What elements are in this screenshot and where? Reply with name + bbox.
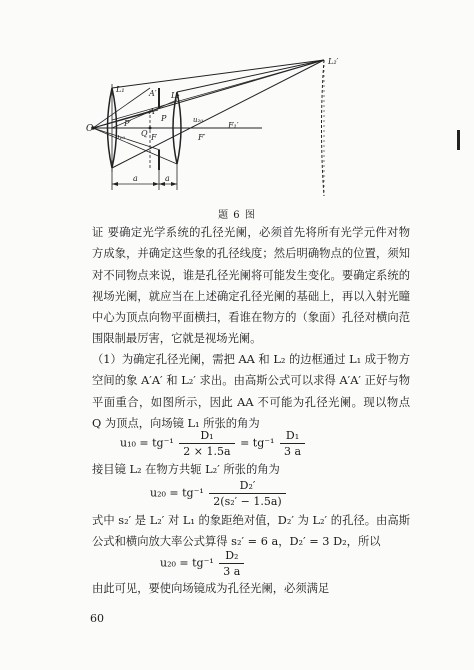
paragraph-conclusion: 由此可见，要使向场镜成为孔径光阑，必须满足 [92,582,330,595]
label-L2p: L₂′ [328,57,339,66]
label-O: O [86,124,94,134]
equation-u20-result: u₂₀ = tg⁻¹ $\frac{\text{D₂}}{3 a}$ [160,548,246,579]
figure-caption: 题 6 图 [218,210,256,221]
ray-5 [112,60,324,120]
label-a2: a [165,174,170,183]
label-Fp: F′ [198,133,206,142]
equation-u20: u₂₀ = tg⁻¹ $\frac{\text{D₂′}}{\text{2(s₂′ − 1.5a)}}$ [150,478,288,509]
label-u20: u₂₀ [193,116,204,124]
lens-L2-image [322,60,325,196]
margin-mark [457,130,460,150]
label-Q: Q [141,129,148,138]
paragraph-proof: 证 要确定光学系统的孔径光阑，必须首先将所有光学元件对物方成象，并确定这些象的孔径线度；然后明确物点的位置，须知对不同物点来说，谁是孔径光阑将可能发生变化。要确定系统的视场光阑，就应当在上述确定孔径光阑的基础上，再以入射光瞳中心为顶点向物平面横扫，看谁在物方的（象面）孔径对横向范围限制最厉害，它就是视场光阑。 [92,226,410,346]
label-P: P [161,114,167,123]
label-u10: u₁₀ [115,133,126,141]
label-a1: a [133,174,138,183]
label-Pp: P′ [124,119,132,128]
label-A: A [149,107,155,116]
optical-diagram [0,0,474,205]
ray-3 [93,60,324,128]
page-number: 60 [90,612,104,625]
paragraph-aperture: （1）为确定孔径光阑，需把 AA 和 L₂ 的边框通过 L₁ 成于物方空间的象 A′A′ 和 L₂′ 求出。由高斯公式可以求得 A′A′ 正好与物平面重合，如图所示，因此 AA 不可能为孔径光阑。现以物点 Q 为顶点，向场镜 L₁ 所张的角为 [92,353,410,430]
equation-u10: u₁₀ = tg⁻¹ $\frac{\text{D₁}}{2 \times 1.5a}$ = tg⁻¹ $\frac{\text{D₁}}{3 a}$ [120,428,307,459]
label-F1p: F₁′ [228,121,239,130]
label-L2: L₂ [171,91,180,100]
ray-1 [112,60,324,88]
label-F: F [151,133,157,142]
paragraph-image-distance: 式中 s₂′ 是 L₂′ 对 L₁ 的象距绝对值，D₂′ 为 L₂′ 的孔径。由高斯公式和横向放大率公式算得 s₂′ = 6 a，D₂′ = 3 D₂，所以 [92,514,410,549]
paragraph-eyepiece: 接目镜 L₂ 在物方共轭 L₂′ 所张的角为 [92,463,280,476]
label-L1: L₁ [116,85,125,94]
label-Ap: A′ [149,89,157,98]
